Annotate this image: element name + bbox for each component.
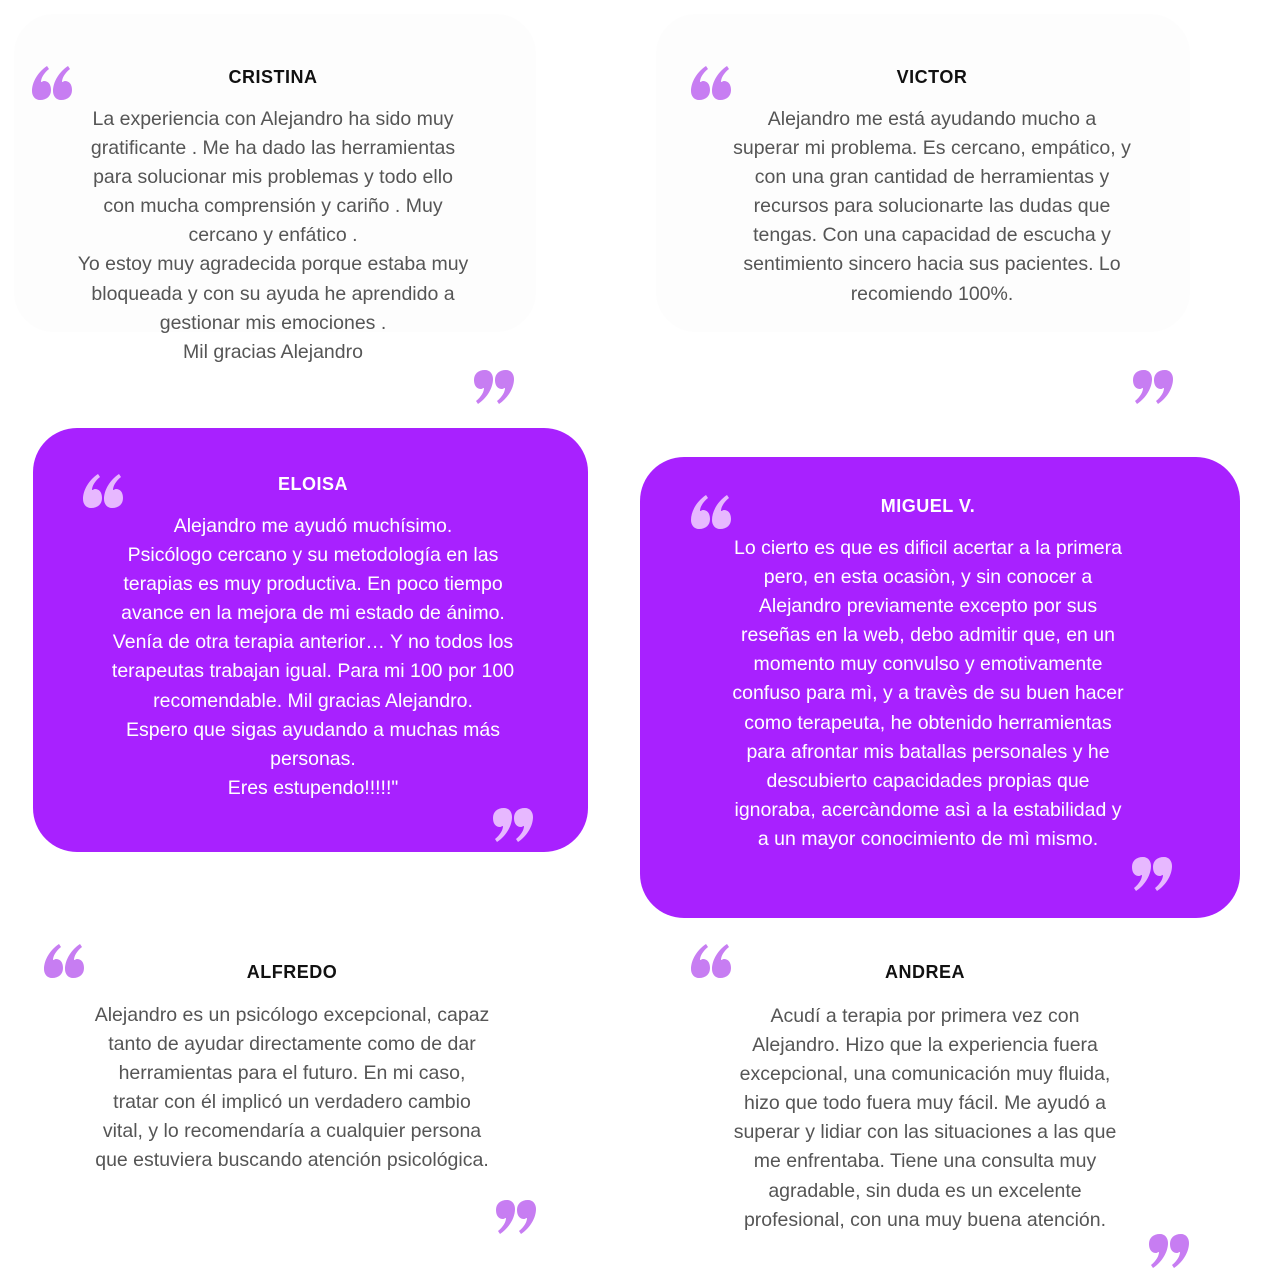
testimonial-name-miguel: MIGUEL V. <box>880 496 976 516</box>
close-quote-icon <box>1149 1234 1189 1268</box>
open-quote-icon <box>691 66 731 100</box>
testimonial-name-andrea: ANDREA <box>884 962 966 982</box>
testimonial-text-victor: Alejandro me está ayudando mucho a superar mi problema. Es cercano, empático, y con una gran cantidad de herramientas y recursos para solucionarte las dudas que tengas. Con una capacidad de escucha y sentimiento sincero hacia sus pacientes. Lo recomiendo 100%. <box>733 108 1131 305</box>
testimonial-text-andrea: Acudí a terapia por primera vez con Alejandro. Hizo que la experiencia fuera excepcional, una comunicación muy fluida, hizo que todo fuera muy fácil. Me ayudó a superar y lidiar con las situaciones a las que me enfrentaba. Tiene una consulta muy agradable, sin duda es un excelente profesional, con una muy buena atención. <box>733 1005 1117 1231</box>
testimonial-name-eloisa: ELOISA <box>277 474 349 494</box>
testimonial-text-cristina: La experiencia con Alejandro ha sido muy gratificante . Me ha dado las herramientas para solucionar mis problemas y todo ello con mucha comprensión y cariño . Muy cercano y enfático . Yo estoy muy agradecida porque estaba muy bloqueada y con su ayuda he aprendido a gestionar mis emociones . Mil gracias Alejandro <box>77 108 469 363</box>
testimonial-card-eloisa <box>33 428 588 852</box>
testimonial-text-alfredo: Alejandro es un psicólogo excepcional, capaz tanto de ayudar directamente como de dar herramientas para el futuro. En mi caso, tratar con él implicó un verdadero cambio vital, y lo recomendaría a cualquier persona que estuviera buscando atención psicológica. <box>94 1004 490 1172</box>
open-quote-icon <box>83 474 123 508</box>
close-quote-icon <box>474 370 514 404</box>
close-quote-icon <box>493 808 533 842</box>
open-quote-icon <box>691 944 731 978</box>
testimonial-name-alfredo: ALFREDO <box>246 962 338 982</box>
close-quote-icon <box>1132 857 1172 891</box>
close-quote-icon <box>1133 370 1173 404</box>
testimonial-name-victor: VICTOR <box>896 67 968 87</box>
testimonial-text-eloisa: Alejandro me ayudó muchísimo. Psicólogo cercano y su metodología en las terapias es muy productiva. En poco tiempo avance en la mejora de mi estado de ánimo. Venía de otra terapia anterior… Y no todos los terapeutas trabajan igual. Para mi 100 por 100 recomendable. Mil gracias Alejandro. Espero que sigas ayudando a muchas más personas. Eres estupendo!!!!!" <box>111 515 515 799</box>
open-quote-icon <box>691 495 731 529</box>
testimonial-text-miguel: Lo cierto es que es dificil acertar a la primera pero, en esta ocasiòn, y sin conocer a Alejandro previamente excepto por sus reseñas en la web, debo admitir que, en un momento muy convulso y emotivamente confuso para mì, y a travès de su buen hacer como terapeuta, he obtenido herramientas para afrontar mis batallas personales y he descubierto capacidades propias que ignoraba, acercàndome asì a la estabilidad y a un mayor conocimiento de mì mismo. <box>732 537 1124 850</box>
close-quote-icon <box>496 1200 536 1234</box>
testimonial-name-cristina: CRISTINA <box>228 67 318 87</box>
testimonial-card-miguel <box>640 457 1240 918</box>
open-quote-icon <box>44 944 84 978</box>
open-quote-icon <box>32 66 72 100</box>
